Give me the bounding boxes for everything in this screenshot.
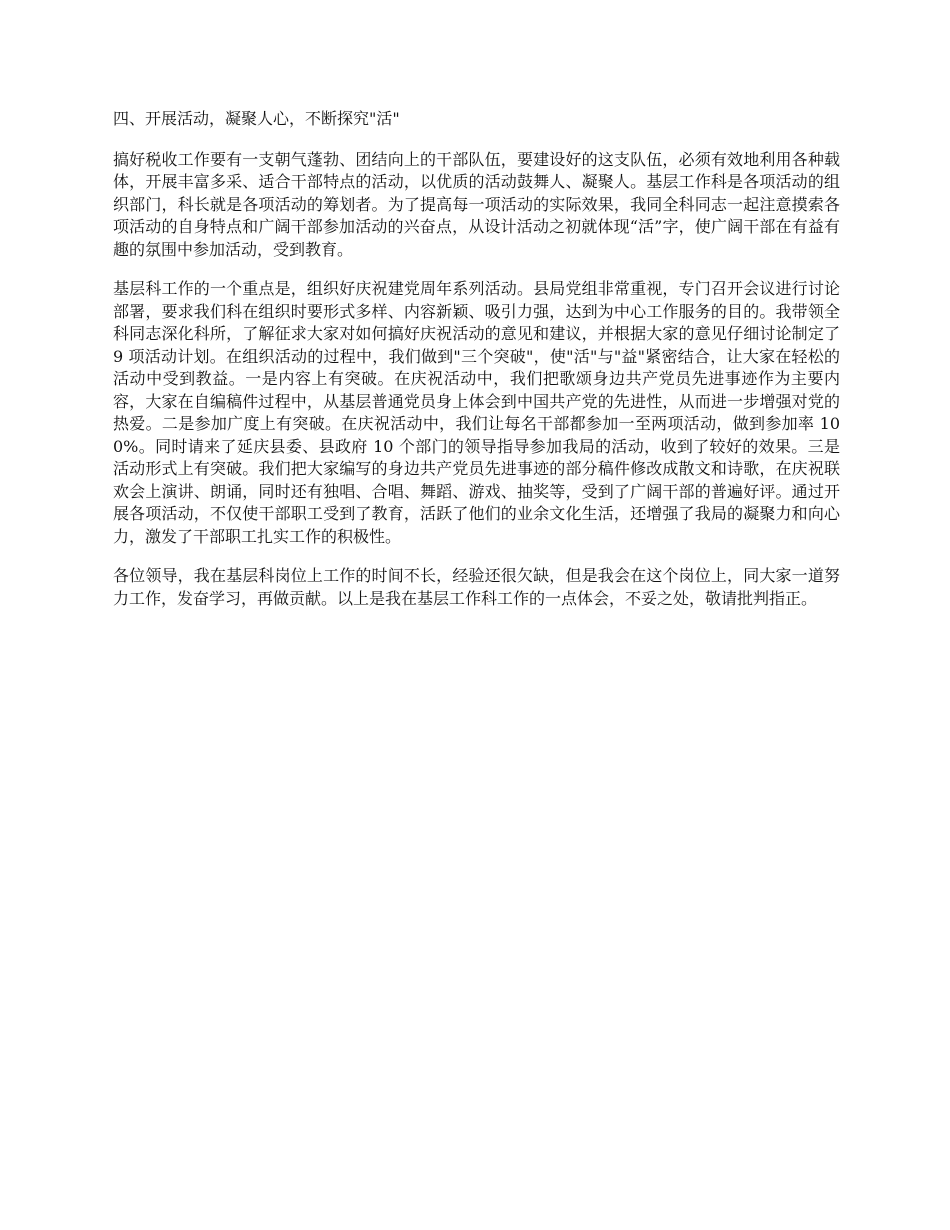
- paragraph-activities-intro: 搞好税收工作要有一支朝气蓬勃、团结向上的干部队伍，要建设好的这支队伍，必须有效地利用各种载体，开展丰富多采、适合干部特点的活动，以优质的活动鼓舞人、凝聚人。基层工作科是各项活动的组织部门，科长就是各项活动的筹划者。为了提高每一项活动的实际效果，我同全科同志一起注意摸索各项活动的自身特点和广阔干部参加活动的兴奋点，从设计活动之初就体现“活”字，使广阔干部在有益有趣的氛围中参加活动，受到教育。: [113, 149, 840, 259]
- document-page: [113, 108, 840, 627]
- paragraph-closing: 各位领导，我在基层科岗位上工作的时间不长，经验还很欠缺，但是我会在这个岗位上，同大家一道努力工作，发奋学习，再做贡献。以上是我在基层工作科工作的一点体会，不妥之处，敬请批判指正。: [113, 566, 840, 608]
- section-heading: 四、开展活动，凝聚人心，不断探究"活": [113, 109, 400, 128]
- paragraph-party-anniversary: 基层科工作的一个重点是，组织好庆祝建党周年系列活动。县局党组非常重视，专门召开会议进行讨论部署，要求我们科在组织时要形式多样、内容新颖、吸引力强，达到为中心工作服务的目的。我带领全科同志深化科所，了解征求大家对如何搞好庆祝活动的意见和建议，并根据大家的意见仔细讨论制定了 9 项活动计划。在组织活动的过程中，我们做到"三个突破"，使"活"与"益"紧密结合，让大家在轻松的活动中受到教益。一是内容上有突破。在庆祝活动中，我们把歌颂身边共产党员先进事迹作为主要内容，大家在自编稿件过程中，从基层普通党员身上体会到中国共产党的先进性，从而进一步增强对党的热爱。二是参加广度上有突破。在庆祝活动中，我们让每名干部都参加一至两项活动，做到参加率 100%。同时请来了延庆县委、县政府 10 个部门的领导指导参加我局的活动，收到了较好的效果。三是活动形式上有突破。我们把大家编写的身边共产党员先进事迹的部分稿件修改成散文和诗歌，在庆祝联欢会上演讲、朗诵，同时还有独唱、合唱、舞蹈、游戏、抽奖等，受到了广阔干部的普遍好评。通过开展各项活动，不仅使干部职工受到了教育，活跃了他们的业余文化生活，还增强了我局的凝聚力和向心力，激发了干部职工扎实工作的积极性。: [113, 279, 840, 546]
